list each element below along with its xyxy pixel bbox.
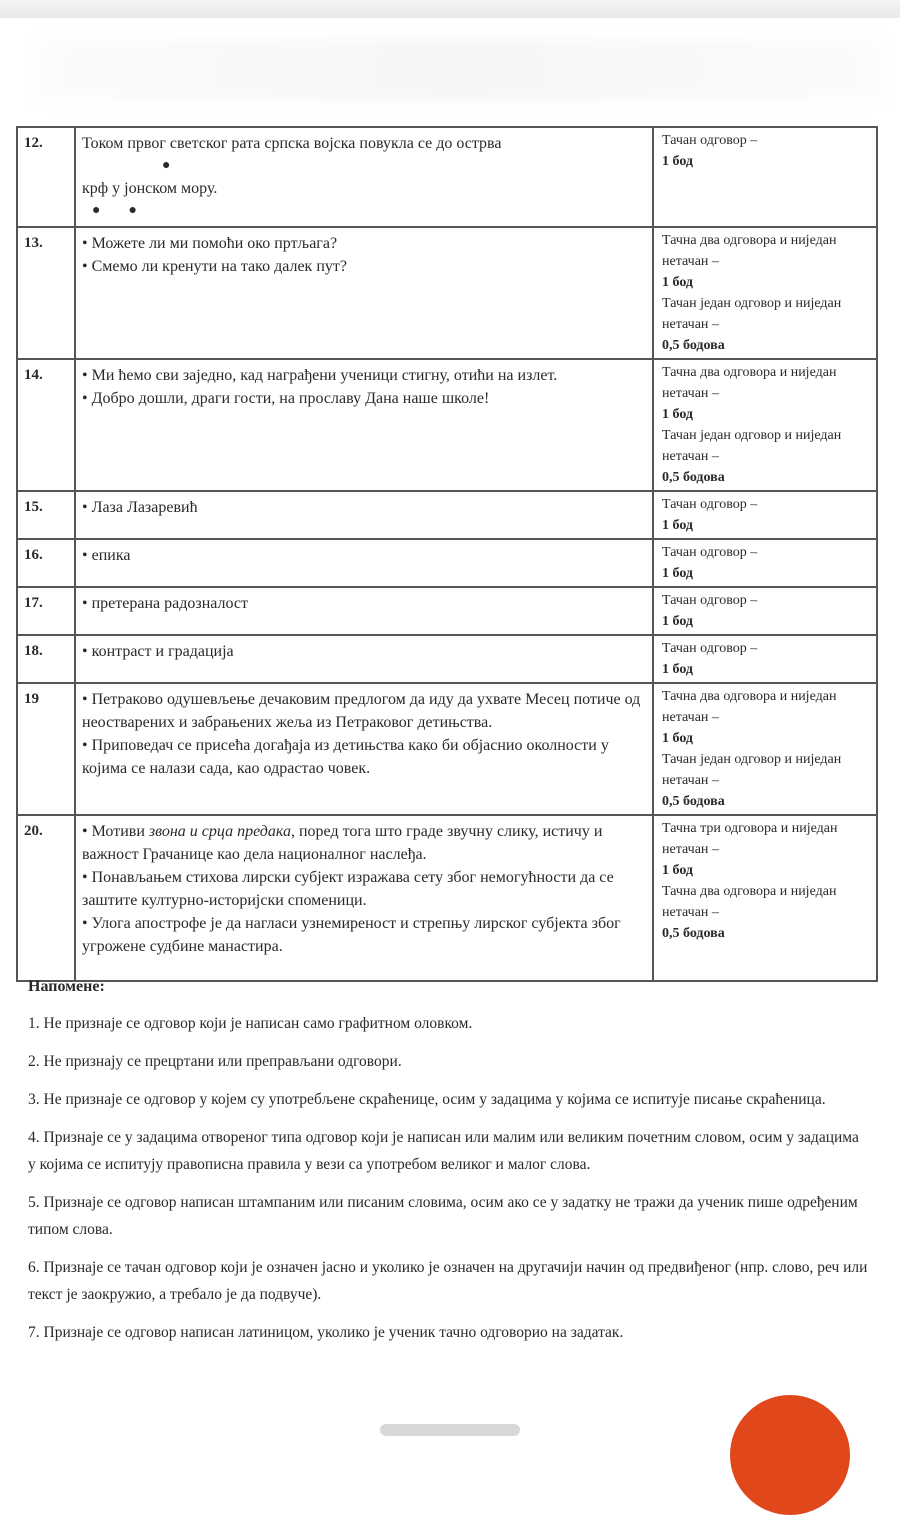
table-row [17, 683, 877, 815]
answer-cell [75, 815, 653, 981]
score-text: Тачан одговор – [662, 545, 758, 560]
score-text: Тачна два одговора и ниједан нетачан – [662, 233, 837, 269]
floating-action-button[interactable] [730, 1395, 850, 1515]
score-cell [653, 491, 877, 539]
score-points: 1 бод [662, 863, 693, 878]
score-cell [653, 587, 877, 635]
score-points: 1 бод [662, 614, 693, 629]
bullet-mark: ● ● [92, 203, 137, 218]
score-text: Тачна два одговора и ниједан нетачан – [662, 365, 837, 401]
table-row [17, 359, 877, 491]
score-cell [653, 815, 877, 981]
note-item: 1. Не признаје се одговор који је написан само графитном оловком. [28, 1015, 473, 1032]
table-row [17, 635, 877, 683]
top-bar [0, 0, 900, 18]
answer-cell [75, 127, 653, 227]
score-points: 1 бод [662, 662, 693, 677]
italic-phrase: звона и срца предака [148, 823, 291, 840]
score-points: 1 бод [662, 518, 693, 533]
score-cell [653, 683, 877, 815]
answer-text: • Добро дошли, драги гости, на прославу Дана наше школе! [82, 390, 490, 407]
row-number: 18. [17, 635, 75, 683]
note-item: 7. Признаје се одговор написан латиницом, уколико је ученик тачно одговорио на задатак. [28, 1324, 624, 1341]
score-text: Тачна два одговора и ниједан нетачан – [662, 884, 837, 920]
answer-text: • Мотиви [82, 823, 149, 840]
score-text: Тачан одговор – [662, 497, 758, 512]
row-number: 16. [17, 539, 75, 587]
score-points: 0,5 бодова [662, 338, 725, 353]
table-row [17, 587, 877, 635]
faded-header [40, 40, 880, 100]
score-cell [653, 127, 877, 227]
answer-text: • Петраково одушевљење дечаковим предлогом да иду да ухвате Месец потиче од неостварених и забрањених жеља из Петраковог детињства. [82, 691, 641, 731]
score-cell [653, 359, 877, 491]
score-points: 1 бод [662, 731, 693, 746]
score-points: 1 бод [662, 154, 693, 169]
row-number: 15. [17, 491, 75, 539]
answer-cell [75, 683, 653, 815]
row-number: 17. [17, 587, 75, 635]
note-item: 5. Признаје се одговор написан штампаним или писаним словима, осим ако се у задатку не тражи да ученик пише одређеним типом слова. [28, 1194, 858, 1238]
score-text: Тачан одговор – [662, 641, 758, 656]
answer-text: • Приповедач се присећа догађаја из детињства како би објаснио околности у којима се налази сада, као одрастао човек. [82, 737, 609, 777]
note-item: 3. Не признаје се одговор у којем су употребљене скраћенице, осим у задацима у којима се испитује писање скраћеница. [28, 1091, 826, 1108]
row-number: 12. [17, 127, 75, 227]
table-row [17, 127, 877, 227]
note-item: 4. Признаје се у задацима отвореног типа одговор који је написан или малим или великим почетним словом, осим у задацима у којима се испитују правописна правила у вези са употребом великог и малог слова. [28, 1129, 859, 1173]
answer-text: • Можете ли ми помоћи око пртљага? [82, 235, 338, 252]
score-text: Тачан одговор – [662, 593, 758, 608]
row-number: 14. [17, 359, 75, 491]
score-text: Тачан један одговор и ниједан нетачан – [662, 296, 842, 332]
table-row [17, 539, 877, 587]
score-points: 1 бод [662, 566, 693, 581]
score-points: 0,5 бодова [662, 794, 725, 809]
answer-cell: • епика [75, 539, 653, 587]
row-number: 19 [17, 683, 75, 815]
answer-text: • Понављањем стихова лирски субјект изражава сету због немогућности да се заштите културно-историјски споменици. [82, 869, 614, 909]
score-cell [653, 539, 877, 587]
answer-cell: • претерана радозналост [75, 587, 653, 635]
score-cell [653, 635, 877, 683]
score-text: Тачна три одговора и ниједан нетачан – [662, 821, 838, 857]
answer-text: , поред тога што граде звучну слику, истичу и важност Грачанице као дела националног наслеђа. [82, 823, 603, 863]
answer-text: крф у јонском мору. [82, 180, 218, 197]
answer-cell: • контраст и градација [75, 635, 653, 683]
score-text: Тачан један одговор и ниједан нетачан – [662, 752, 842, 788]
note-item: 6. Признаје се тачан одговор који је означен јасно и уколико је означен на другачији начин од предвиђеног (нпр. слово, реч или текст је заокружио, а требало је да подвуче). [28, 1259, 868, 1303]
answer-text: Током првог светског рата српска војска повукла се до острва [82, 135, 502, 152]
row-number: 20. [17, 815, 75, 981]
row-number: 13. [17, 227, 75, 359]
score-points: 1 бод [662, 275, 693, 290]
bullet-mark: ● [162, 158, 171, 173]
answer-cell [75, 359, 653, 491]
answer-text: • Смемо ли кренути на тако далек пут? [82, 258, 347, 275]
answer-key-table [16, 126, 878, 982]
answer-cell [75, 227, 653, 359]
note-item: 2. Не признају се прецртани или преправљани одговори. [28, 1053, 402, 1070]
score-points: 1 бод [662, 407, 693, 422]
table-row [17, 227, 877, 359]
table-row [17, 815, 877, 981]
score-points: 0,5 бодова [662, 926, 725, 941]
notes-heading: Напомене: [28, 978, 105, 995]
score-points: 0,5 бодова [662, 470, 725, 485]
home-indicator[interactable] [380, 1424, 520, 1436]
answer-text: • Улога апострофе је да нагласи узнемиреност и стрепњу лирског субјекта због угрожене судбине манастира. [82, 915, 621, 955]
score-text: Тачан један одговор и ниједан нетачан – [662, 428, 842, 464]
table-row [17, 491, 877, 539]
score-text: Тачан одговор – [662, 133, 758, 148]
notes-section [28, 978, 868, 1357]
score-text: Тачна два одговора и ниједан нетачан – [662, 689, 837, 725]
score-cell [653, 227, 877, 359]
answer-text: • Ми ћемо сви заједно, кад награђени ученици стигну, отићи на излет. [82, 367, 558, 384]
answer-text [82, 820, 646, 866]
answer-cell: • Лаза Лазаревић [75, 491, 653, 539]
